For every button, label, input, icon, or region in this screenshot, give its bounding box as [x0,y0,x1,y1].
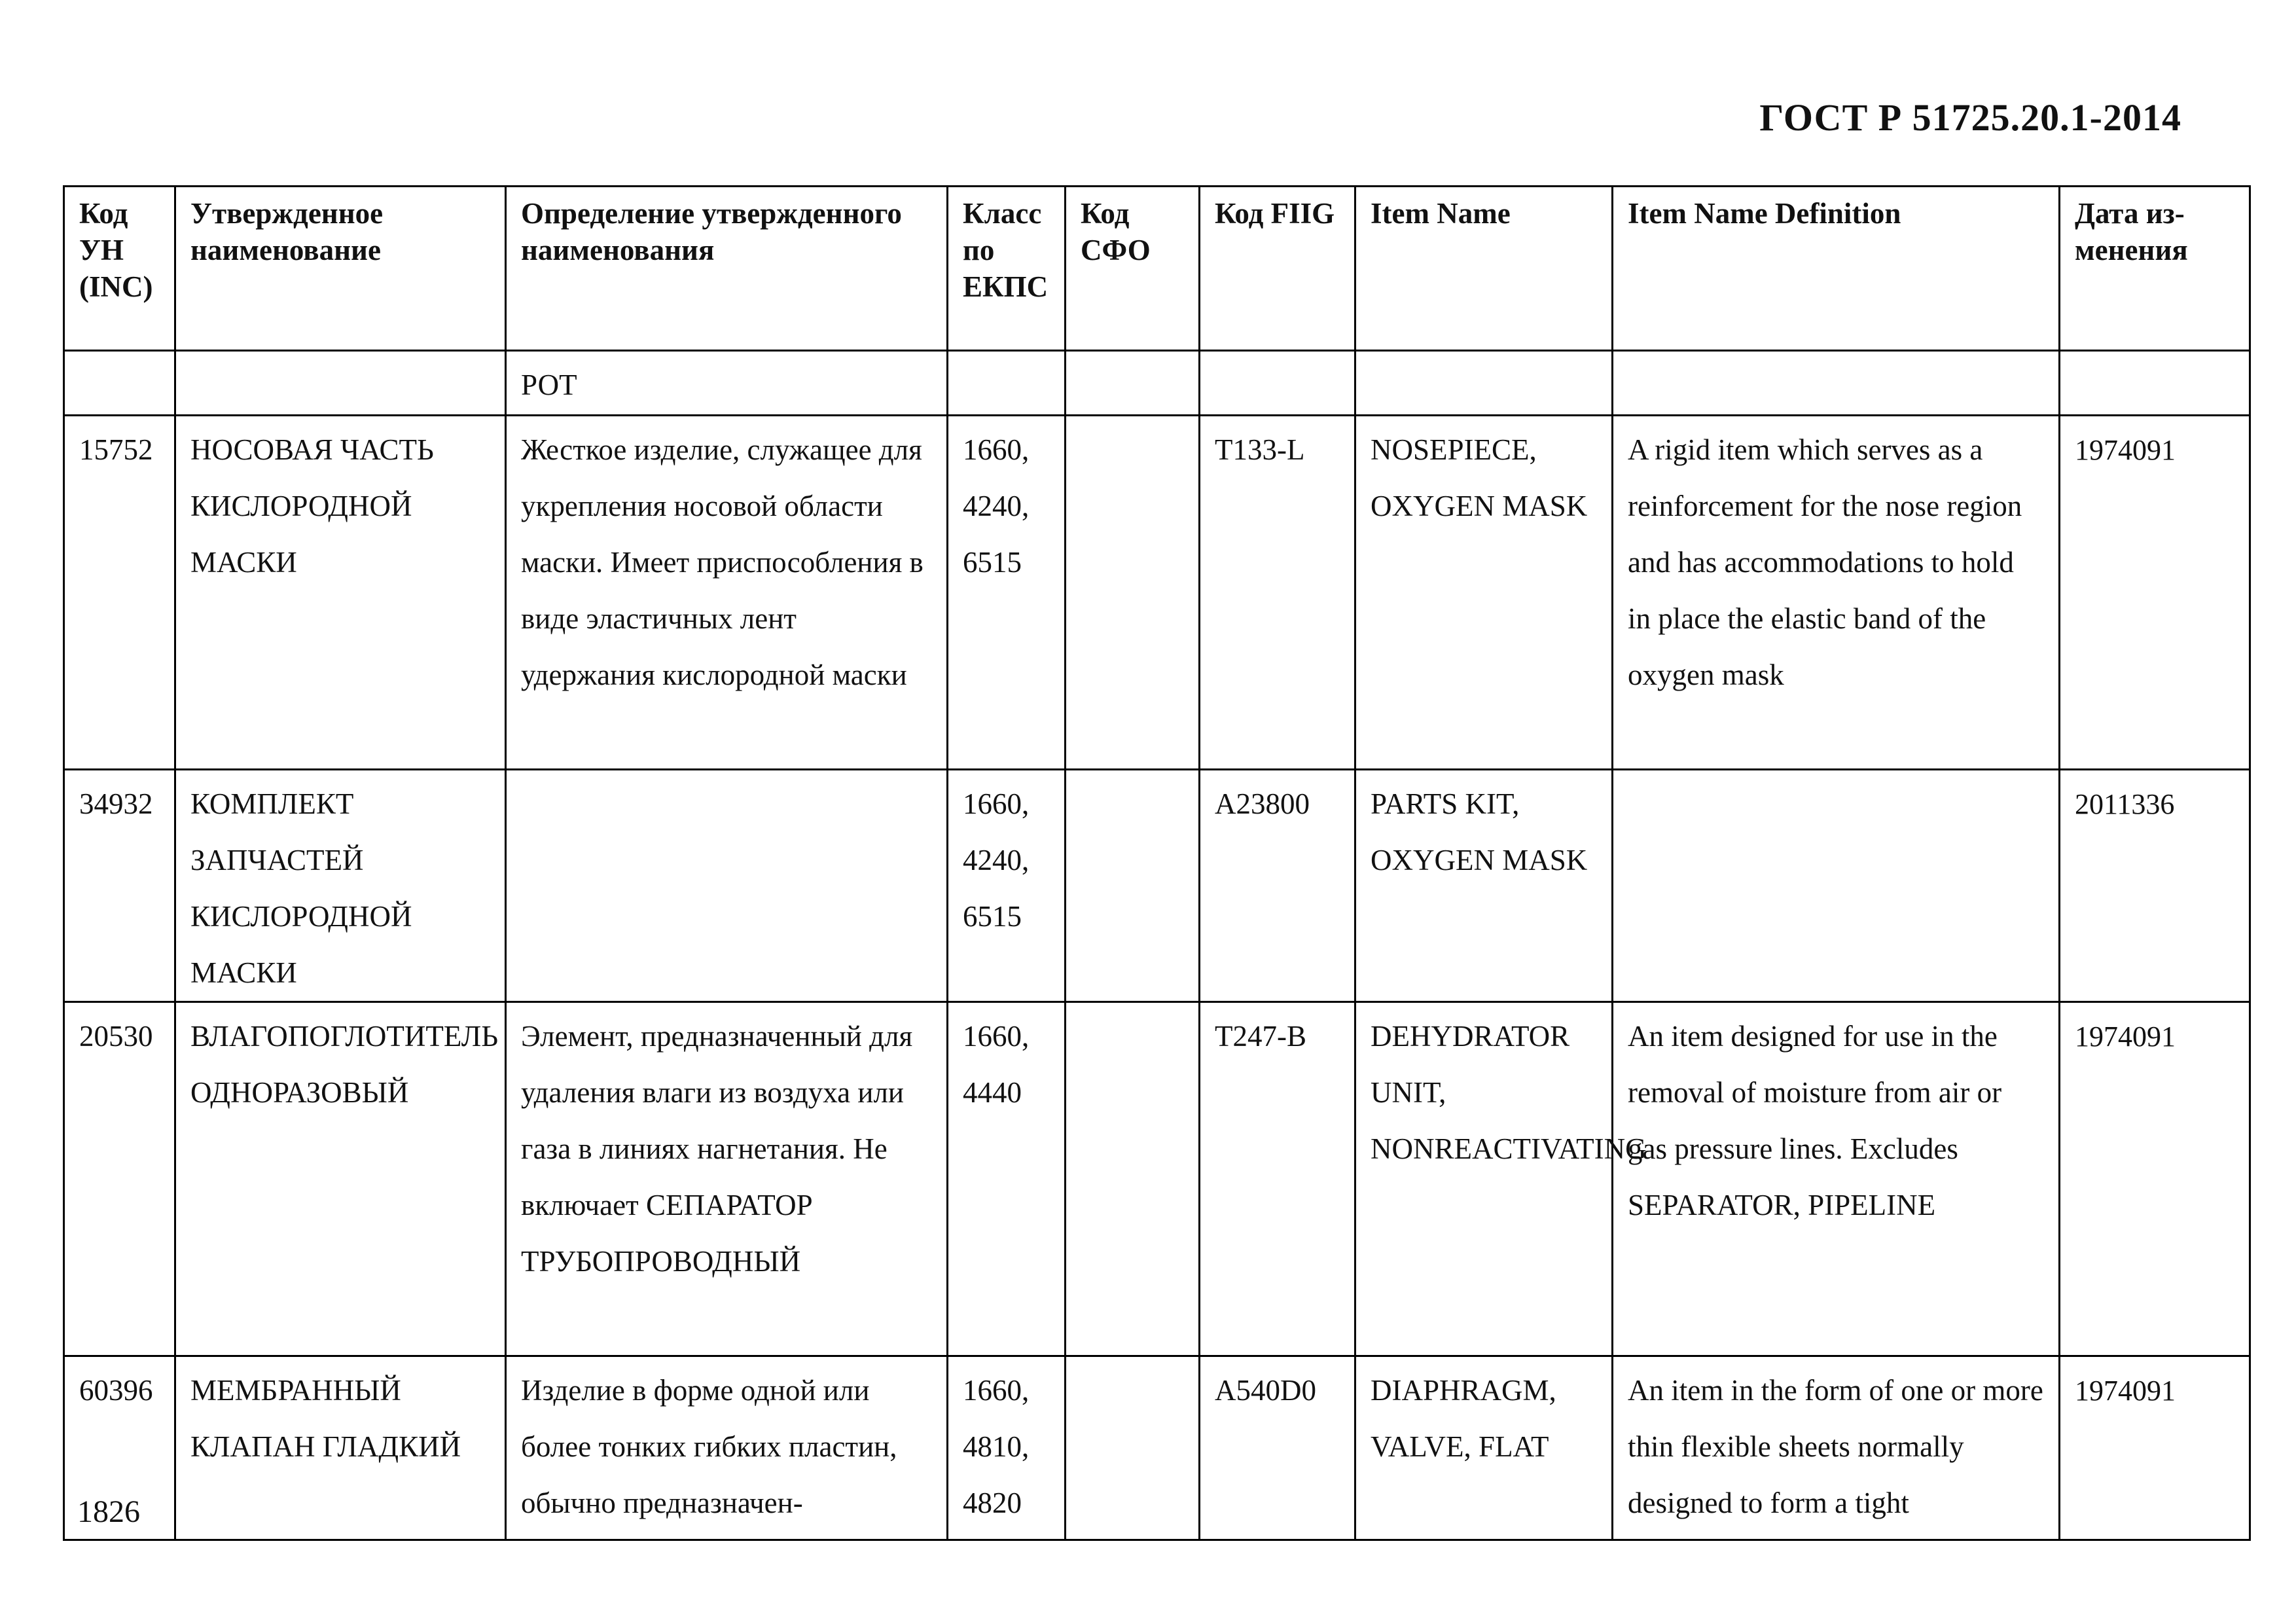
cell-class [948,351,1066,416]
cell-definition: Жесткое изделие, служащее для укрепления носовой области маски. Имеет приспособления в виде эластичных лент удержания кислородной маски [506,416,948,770]
date-value: 1974091 [2075,1375,2176,1407]
cell-item-definition: An item designed for use in the removal of moisture from air or gas pressure lines. Excludes SEPARATOR, PIPELINE [1613,1002,2060,1356]
table-header-row [64,187,2250,351]
cell-item-definition: A rigid item which serves as a reinforcement for the nose region and has accommodations to hold in place the elastic band of the oxygen mask [1613,416,2060,770]
cell-sfo [1066,1356,1200,1540]
cell-date [2060,351,2250,416]
cell-item-name: DEHYDRATOR UNIT, NONREACTIVATING [1355,1002,1613,1356]
col-header-fiig: Код FIIG [1200,187,1355,351]
date-value: 2011336 [2075,788,2175,820]
cell-fiig: A23800 [1200,770,1355,1002]
document-code: ГОСТ Р 51725.20.1-2014 [1759,96,2181,139]
date-value: 1974091 [2075,434,2176,466]
col-header-item-definition: Item Name Definition [1613,187,2060,351]
col-header-item-name: Item Name [1355,187,1613,351]
cell-class: 1660, 4810, 4820 [948,1356,1066,1540]
page-number: 1826 [77,1494,140,1529]
col-header-sfo: Код СФО [1066,187,1200,351]
table-row-continuation [64,351,2250,416]
cell-inc: 20530 [64,1002,175,1356]
cell-definition [506,770,948,1002]
cell-name: ВЛАГОПОГЛОТИТЕЛЬ ОДНОРАЗОВЫЙ [175,1002,506,1356]
nomenclature-table [63,185,2251,1541]
cell-name: КОМПЛЕКТ ЗАПЧАСТЕЙ КИСЛОРОДНОЙ МАСКИ [175,770,506,1002]
cell-inc [64,351,175,416]
cell-inc: 15752 [64,416,175,770]
date-value: 1974091 [2075,1020,2176,1053]
col-header-date: Дата из-менения [2060,187,2250,351]
col-header-inc: Код УН (INC) [64,187,175,351]
cell-class: 1660, 4440 [948,1002,1066,1356]
cell-date [2060,1356,2250,1540]
table-row [64,1356,2250,1540]
cell-class: 1660, 4240, 6515 [948,416,1066,770]
cell-fiig: T247-B [1200,1002,1355,1356]
cell-name: МЕМБРАННЫЙ КЛАПАН ГЛАДКИЙ [175,1356,506,1540]
cell-sfo [1066,770,1200,1002]
cell-item-name: DIAPHRAGM, VALVE, FLAT [1355,1356,1613,1540]
cell-inc: 60396 [64,1356,175,1540]
cell-item-definition: An item in the form of one or more thin flexible sheets normally designed to form a tight [1613,1356,2060,1540]
cell-fiig [1200,351,1355,416]
cell-name: НОСОВАЯ ЧАСТЬ КИСЛОРОДНОЙ МАСКИ [175,416,506,770]
cell-item-name: PARTS KIT, OXYGEN MASK [1355,770,1613,1002]
cell-sfo [1066,351,1200,416]
table-row [64,416,2250,770]
col-header-definition: Определение утвержденного наименования [506,187,948,351]
cell-definition: Изделие в форме одной или более тонких гибких пластин, обычно предназначен- [506,1356,948,1540]
col-header-name: Утвержденное наименование [175,187,506,351]
cell-date [2060,770,2250,1002]
cell-fiig: T133-L [1200,416,1355,770]
cell-definition: Элемент, предназначенный для удаления влаги из воздуха или газа в линиях нагнетания. Не включает СЕПАРАТОР ТРУБОПРОВОДНЫЙ [506,1002,948,1356]
cell-name [175,351,506,416]
cell-class: 1660, 4240, 6515 [948,770,1066,1002]
cell-date [2060,416,2250,770]
cell-fiig: A540D0 [1200,1356,1355,1540]
cell-item-definition [1613,770,2060,1002]
cell-item-definition [1613,351,2060,416]
col-header-class: Класс по ЕКПС [948,187,1066,351]
cell-sfo [1066,1002,1200,1356]
cell-sfo [1066,416,1200,770]
cell-inc: 34932 [64,770,175,1002]
cell-date [2060,1002,2250,1356]
table-row [64,770,2250,1002]
table-row [64,1002,2250,1356]
cell-definition: РОТ [506,351,948,416]
cell-item-name [1355,351,1613,416]
cell-item-name: NOSEPIECE, OXYGEN MASK [1355,416,1613,770]
